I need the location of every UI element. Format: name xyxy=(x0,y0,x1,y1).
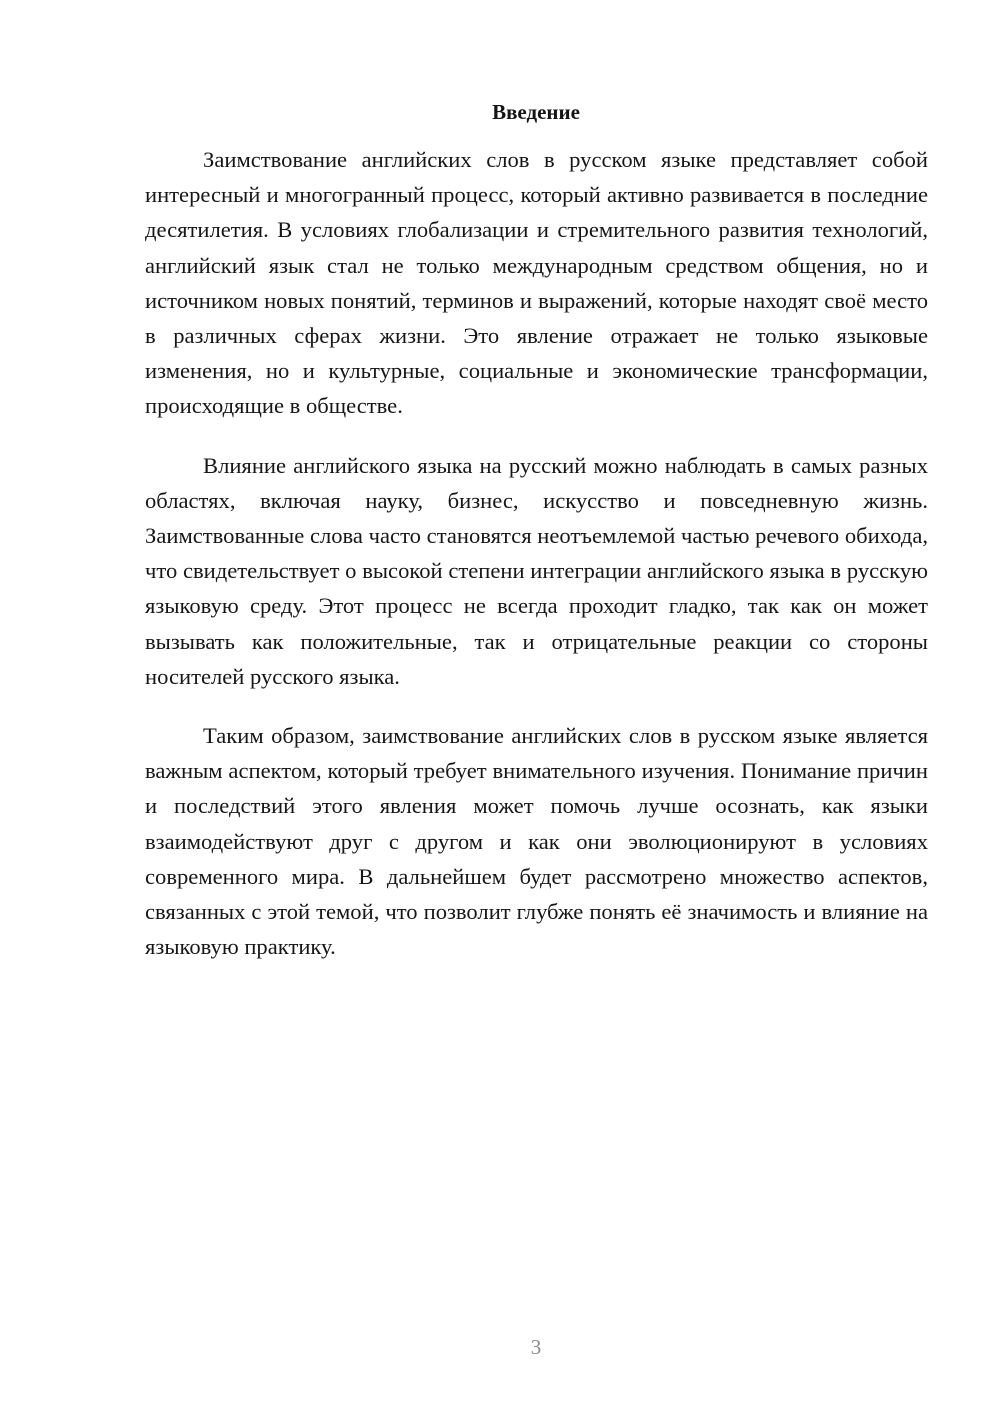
page-number: 3 xyxy=(530,1335,542,1359)
document-body xyxy=(145,142,928,964)
paragraph-3: Таким образом, заимствование английских слов в русском языке является важным аспектом, который требует внимательного изучения. Понимание причин и последствий этого явления может помочь лучше осознать, как языки взаимодействуют друг с другом и как они эволюционируют в условиях современного мира. В дальнейшем будет рассмотрено множество аспектов, связанных с этой темой, что позволит глубже понять её значимость и влияние на языковую практику. xyxy=(145,723,928,960)
paragraph-2: Влияние английского языка на русский можно наблюдать в самых разных областях, включая науку, бизнес, искусство и повседневную жизнь. Заимствованные слова часто становятся неотъемлемой частью речевого обихода, что свидетельствует о высокой степени интеграции английского языка в русскую языковую среду. Этот процесс не всегда проходит гладко, так как он может вызывать как положительные, так и отрицательные реакции со стороны носителей русского языка. xyxy=(145,452,928,689)
page-title: Введение xyxy=(492,100,580,124)
paragraph-1: Заимствование английских слов в русском языке представляет собой интересный и многогранный процесс, который активно развивается в последние десятилетия. В условиях глобализации и стремительного развития технологий, английский язык стал не только международным средством общения, но и источником новых понятий, терминов и выражений, которые находят своё место в различных сферах жизни. Это явление отражает не только языковые изменения, но и культурные, социальные и экономические трансформации, происходящие в обществе. xyxy=(145,147,928,419)
